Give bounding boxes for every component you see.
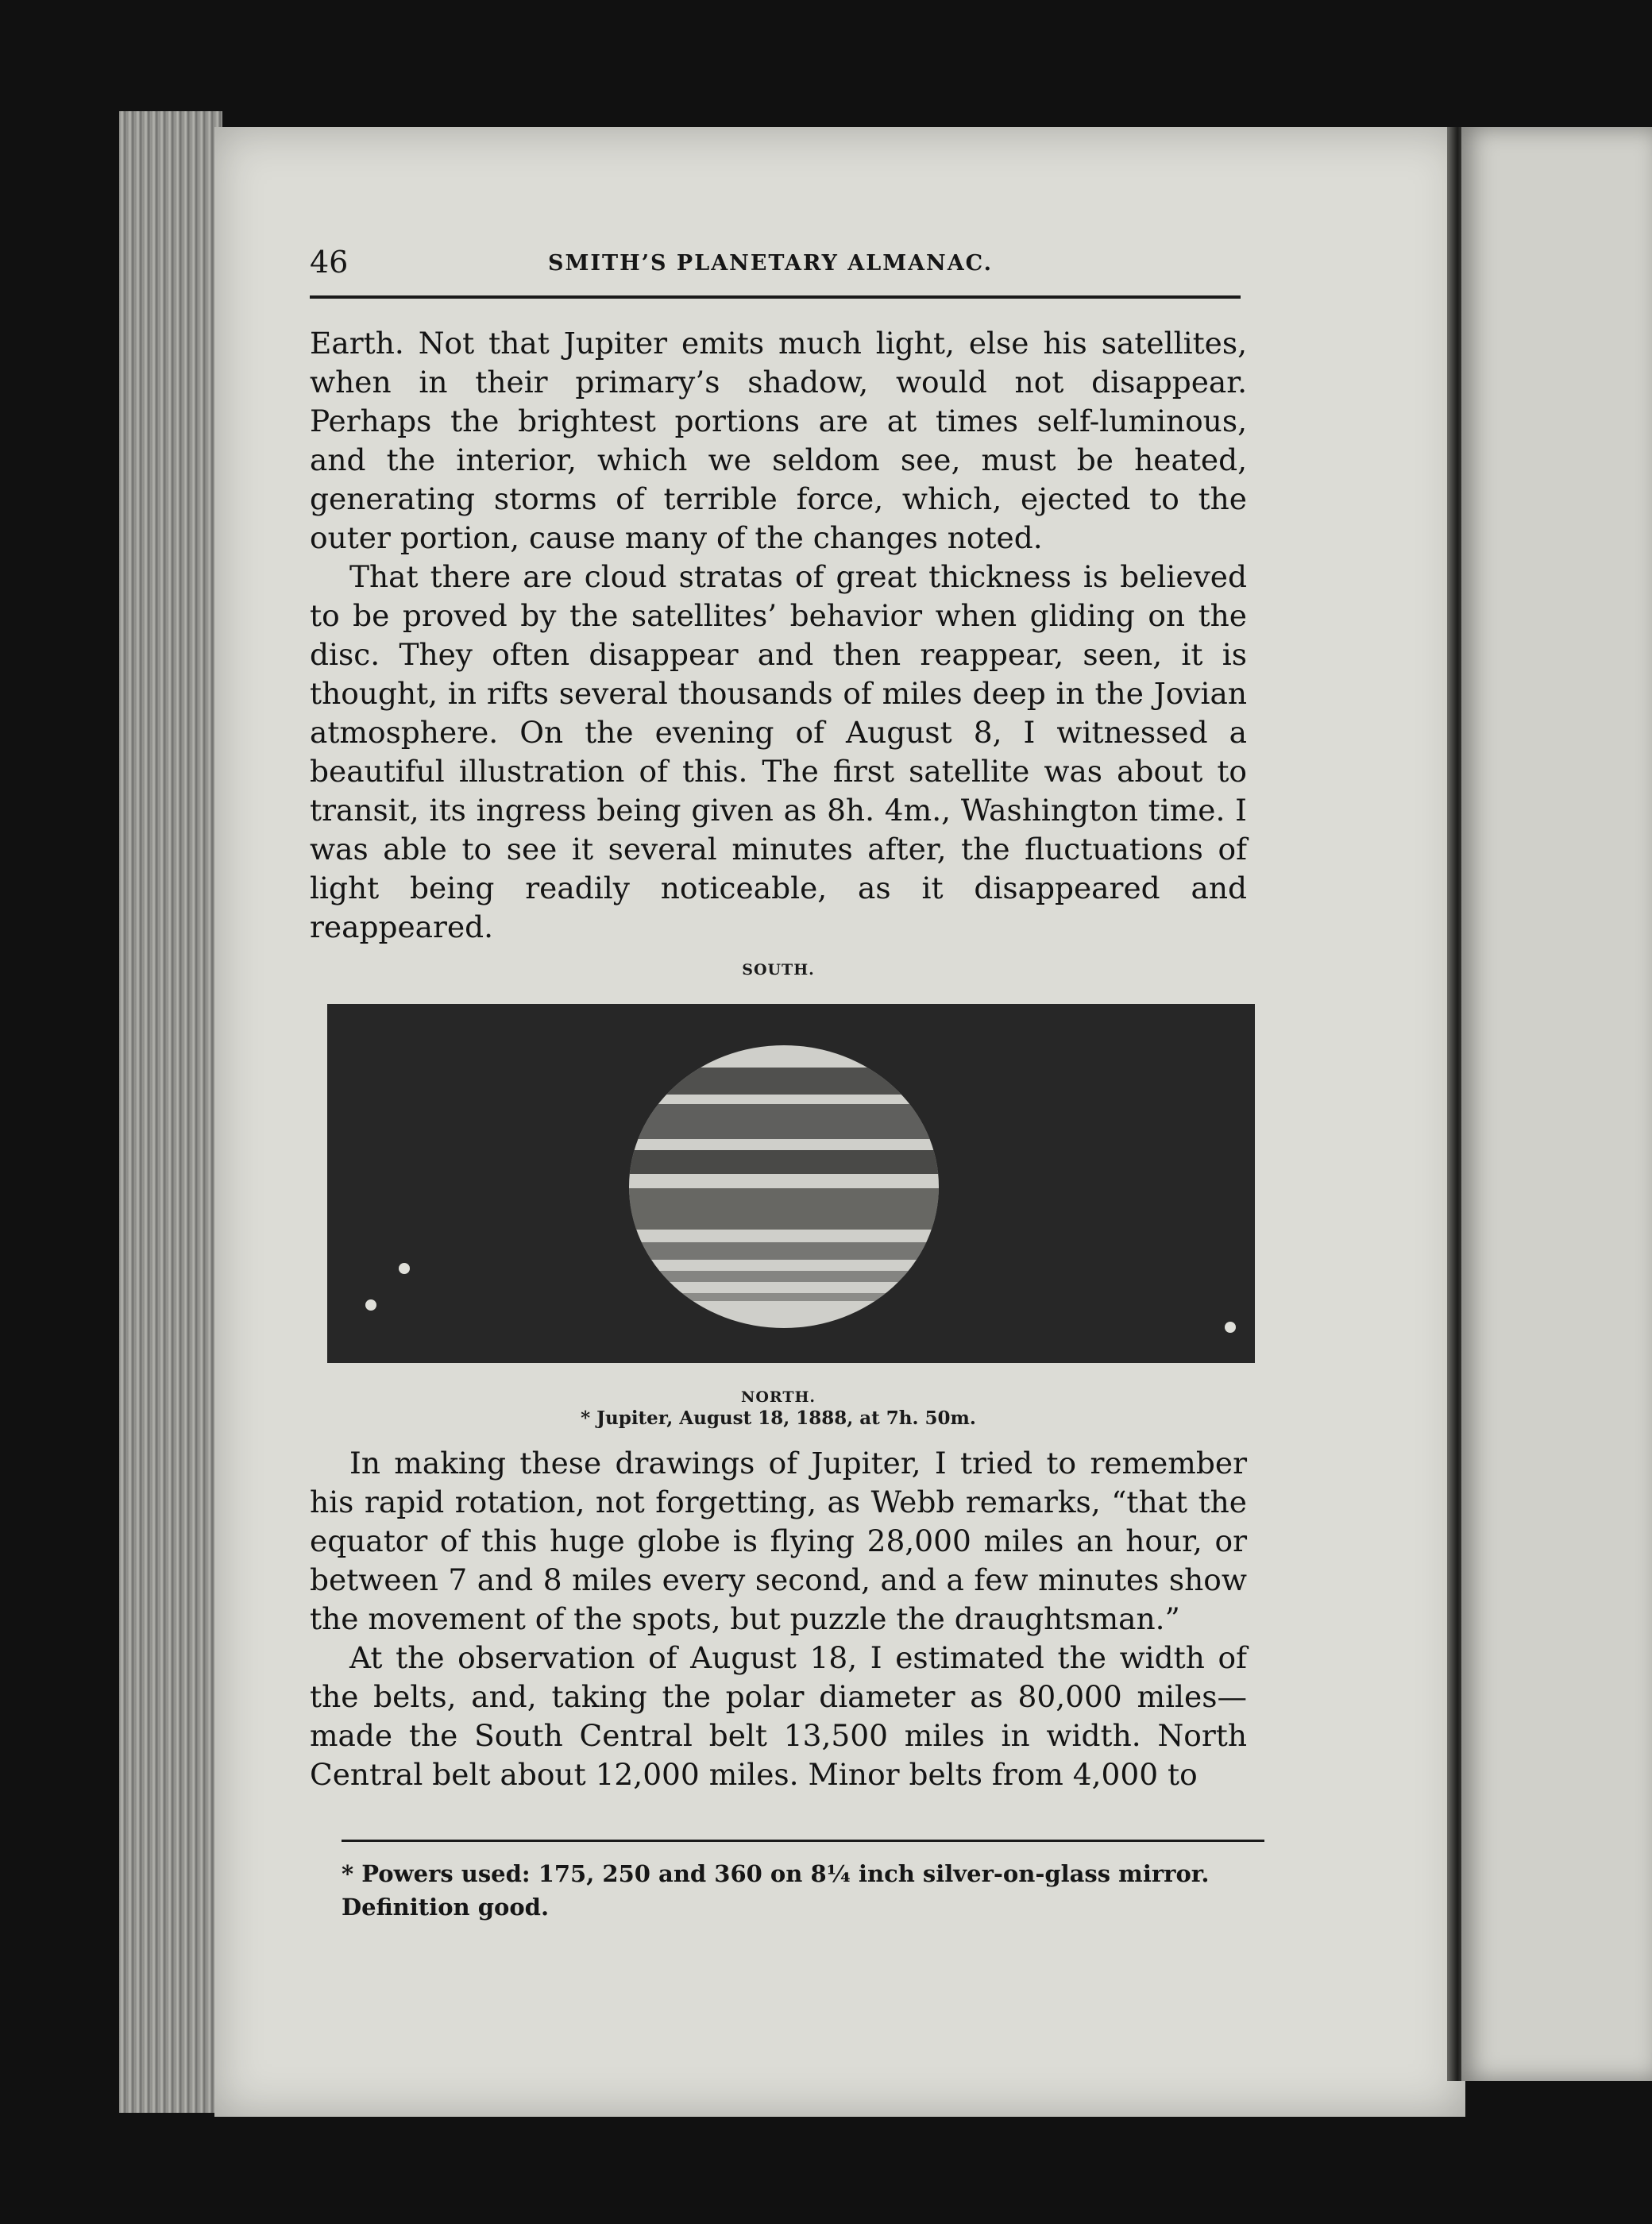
body-text-top xyxy=(310,324,1247,947)
footnote: * Powers used: 175, 250 and 360 on 8¼ inch silver-on-glass mirror. Definition good. xyxy=(342,1860,1210,1921)
footnote-rule xyxy=(342,1840,1264,1842)
paragraph: Earth. Not that Jupiter emits much light, else his satellites, when in their primary’s shadow, would not disappear. Perhaps the brightest portions are at times self-luminous, and the interior, which we seldom see, must be heated, generating storms of terrible force, which, ejected to the outer portion, cause many of the changes noted. xyxy=(310,326,1247,555)
satellite xyxy=(399,1263,410,1274)
satellite xyxy=(365,1299,376,1311)
page-number: 46 xyxy=(310,245,349,280)
book-page-edges xyxy=(119,111,222,2113)
body-text-bottom xyxy=(310,1444,1247,1794)
jupiter-disc xyxy=(629,1045,939,1328)
figure-label-north: NORTH. xyxy=(740,1388,816,1406)
paragraph: In making these drawings of Jupiter, I tried to remember his rapid rotation, not forgetting, as Webb remarks, “that the equator of this huge globe is flying 28,000 miles an hour, or between 7 and 8 miles every second, and a few minutes show the movement of the spots, but puzzle the draughtsman.” xyxy=(310,1446,1247,1636)
figure-label-south: SOUTH. xyxy=(742,961,815,979)
jupiter-illustration xyxy=(327,1004,1255,1363)
book-page-right xyxy=(1461,127,1652,2081)
paragraph: At the observation of August 18, I estimated the width of the belts, and, taking the polar diameter as 80,000 miles—made the South Central belt 13,500 miles in width. North Central belt about 12,000 miles. Minor belts from 4,000 to xyxy=(310,1640,1247,1792)
running-head: SMITH’S PLANETARY ALMANAC. xyxy=(548,251,994,276)
header-rule xyxy=(310,295,1241,299)
paragraph: That there are cloud stratas of great thickness is believed to be proved by the satellites’ behavior when gliding on the disc. They often disappear and then reappear, seen, it is thought, in rifts several thousands of miles deep in the Jovian atmosphere. On the evening of August 8, I witnessed a beautiful illustration of this. The first satellite was about to transit, its ingress being given as 8h. 4m., Washington time. I was able to see it several minutes after, the fluctuations of light being readily noticeable, as it disappeared and reappeared. xyxy=(310,559,1247,944)
page-header xyxy=(310,245,1239,292)
figure-caption: * Jupiter, August 18, 1888, at 7h. 50m. xyxy=(581,1407,976,1429)
satellite xyxy=(1225,1322,1236,1333)
